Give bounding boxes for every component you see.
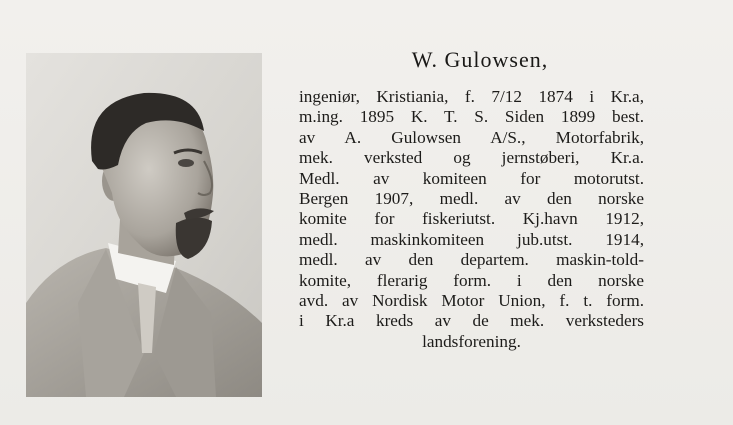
biography-text — [299, 87, 644, 352]
portrait-photo — [26, 53, 262, 397]
bio-line-10: komite, flerarig form. i den norske — [299, 270, 644, 290]
bio-line-13: landsforening. — [422, 331, 521, 351]
bio-line-5: Medl. av komiteen for motorutst. — [299, 168, 644, 188]
bio-line-7: komite for fiskeriutst. Kj.havn 1912, — [299, 209, 644, 229]
bio-line-4: mek. verksted og jernstøberi, Kr.a. — [299, 148, 644, 168]
bio-line-11: avd. av Nordisk Motor Union, f. t. form. — [299, 290, 644, 310]
bio-line-8: medl. maskinkomiteen jub.utst. 1914, — [299, 229, 644, 249]
bio-line-3: av A. Gulowsen A/S., Motorfabrik, — [299, 127, 644, 147]
person-name: W. Gulowsen, — [411, 47, 549, 72]
bio-line-6: Bergen 1907, medl. av den norske — [299, 188, 644, 208]
bio-line-1: ingeniør, Kristiania, f. 7/12 1874 i Kr.a, — [299, 87, 644, 106]
bio-line-12: i Kr.a kreds av de mek. verksteders — [299, 311, 644, 331]
bio-line-9: medl. av den departem. maskin-told- — [299, 250, 644, 270]
bio-line-2: m.ing. 1895 K. T. S. Siden 1899 best. — [299, 107, 644, 127]
